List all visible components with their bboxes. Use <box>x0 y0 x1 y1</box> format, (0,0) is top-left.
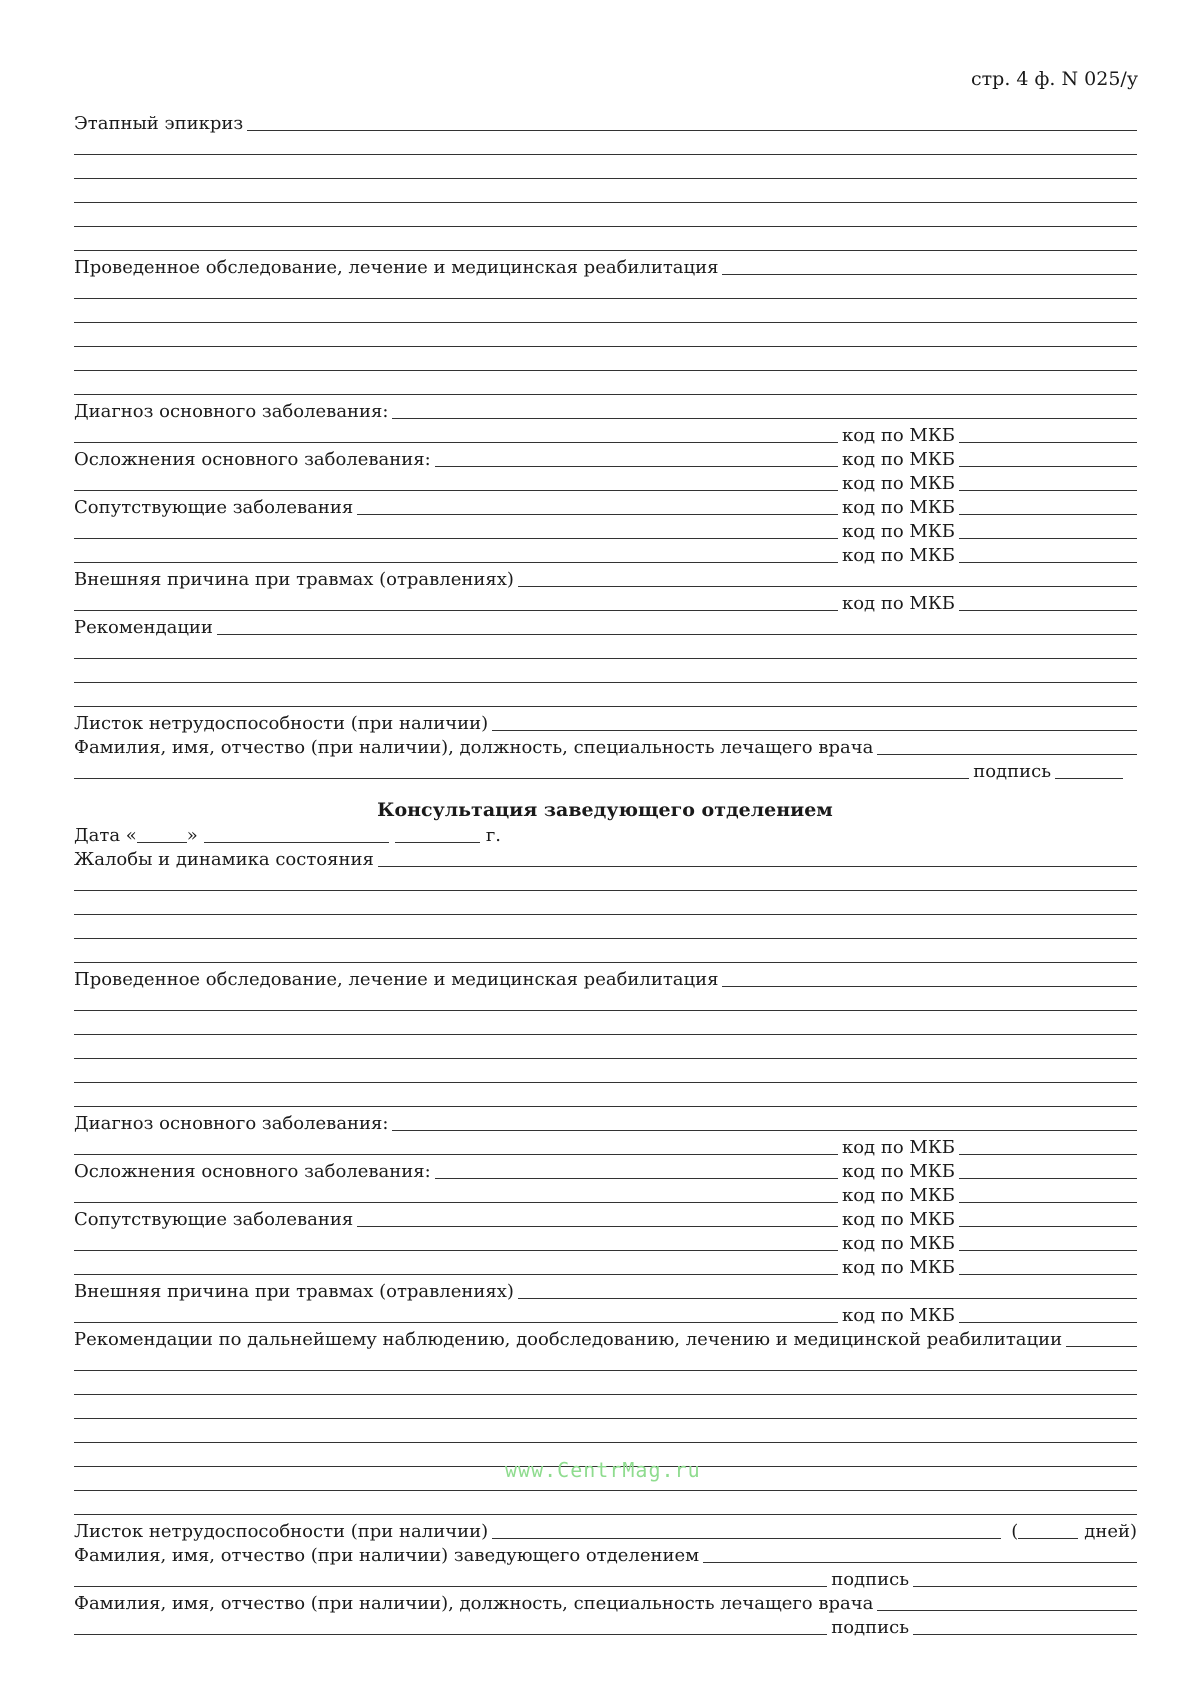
icd-code-label: код по МКБ <box>841 521 955 542</box>
blank-line[interactable] <box>74 1086 1137 1110</box>
icd-code-line[interactable] <box>74 1230 1137 1254</box>
complications-label: Осложнения основного заболевания: <box>74 1161 431 1182</box>
sick-leave-label: Листок нетрудоспособности (при наличии) <box>74 713 489 734</box>
icd-code-label: код по МКБ <box>841 473 955 494</box>
icd-code-label: код по МКБ <box>841 545 955 566</box>
external-cause-line[interactable] <box>74 566 1137 590</box>
icd-code-line[interactable] <box>74 1302 1137 1326</box>
blank-line[interactable] <box>74 1398 1137 1422</box>
recommendations-line[interactable] <box>74 614 1137 638</box>
doctor-name-label: Фамилия, имя, отчество (при наличии), должность, специальность лечащего врача <box>74 1593 874 1614</box>
exam-treatment-line[interactable] <box>74 254 1137 278</box>
form-reference: стр. 4 ф. N 025/у <box>971 68 1138 90</box>
blank-line[interactable] <box>74 894 1137 918</box>
main-diagnosis-label: Диагноз основного заболевания: <box>74 1113 389 1134</box>
blank-line[interactable] <box>74 1038 1137 1062</box>
blank-line[interactable] <box>74 326 1137 350</box>
blank-line[interactable] <box>74 1374 1137 1398</box>
comorbid-label: Сопутствующие заболевания <box>74 497 354 518</box>
blank-line[interactable] <box>74 1350 1137 1374</box>
signature-label: подпись <box>973 761 1051 782</box>
comorbid-label: Сопутствующие заболевания <box>74 1209 354 1230</box>
icd-code-label: код по МКБ <box>841 497 955 518</box>
blank-line[interactable] <box>74 870 1137 894</box>
date-mid: » <box>186 825 198 846</box>
signature-label: подпись <box>831 1617 909 1638</box>
blank-line[interactable] <box>74 1062 1137 1086</box>
blank-line[interactable] <box>74 662 1137 686</box>
blank-line[interactable] <box>74 134 1137 158</box>
head-name-label: Фамилия, имя, отчество (при наличии) заведующего отделением <box>74 1545 700 1566</box>
icd-code-label: код по МКБ <box>841 1161 955 1182</box>
complications-line[interactable] <box>74 446 1137 470</box>
comorbid-line[interactable] <box>74 1206 1137 1230</box>
signature-line[interactable] <box>74 1614 1137 1638</box>
icd-code-label: код по МКБ <box>841 449 955 470</box>
icd-code-label: код по МКБ <box>841 1185 955 1206</box>
blank-line[interactable] <box>74 302 1137 326</box>
blank-line[interactable] <box>74 230 1137 254</box>
sick-leave-line[interactable] <box>74 710 1137 734</box>
recommendations-label: Рекомендации по дальнейшему наблюдению, дообследованию, лечению и медицинской реабилитации <box>74 1329 1063 1350</box>
signature-label: подпись <box>831 1569 909 1590</box>
icd-code-line[interactable] <box>74 1254 1137 1278</box>
blank-line[interactable] <box>74 350 1137 374</box>
icd-code-line[interactable] <box>74 1182 1137 1206</box>
stage-epicrisis-label: Этапный эпикриз <box>74 113 244 134</box>
sick-leave-line[interactable] <box>74 1518 1137 1542</box>
blank-line[interactable] <box>74 1422 1137 1446</box>
days-open: ( <box>1011 1521 1019 1542</box>
main-diagnosis-line[interactable] <box>74 398 1137 422</box>
sick-leave-label: Листок нетрудоспособности (при наличии) <box>74 1521 489 1542</box>
blank-line[interactable] <box>74 1014 1137 1038</box>
head-name-line[interactable] <box>74 1542 1137 1566</box>
main-diagnosis-label: Диагноз основного заболевания: <box>74 401 389 422</box>
icd-code-label: код по МКБ <box>841 593 955 614</box>
complications-label: Осложнения основного заболевания: <box>74 449 431 470</box>
blank-line[interactable] <box>74 206 1137 230</box>
comorbid-line[interactable] <box>74 494 1137 518</box>
blank-line[interactable] <box>74 278 1137 302</box>
icd-code-label: код по МКБ <box>841 1233 955 1254</box>
icd-code-line[interactable] <box>74 590 1137 614</box>
icd-code-line[interactable] <box>74 470 1137 494</box>
blank-line[interactable] <box>74 918 1137 942</box>
exam-treatment-line[interactable] <box>74 966 1137 990</box>
recommendations-label: Рекомендации <box>74 617 213 638</box>
blank-line[interactable] <box>74 182 1137 206</box>
icd-code-line[interactable] <box>74 542 1137 566</box>
watermark: www.CentrMag.ru <box>505 1458 701 1482</box>
stage-epicrisis-line[interactable] <box>74 110 1137 134</box>
exam-treatment-label: Проведенное обследование, лечение и медицинская реабилитация <box>74 969 719 990</box>
blank-line[interactable] <box>74 638 1137 662</box>
complications-line[interactable] <box>74 1158 1137 1182</box>
complaints-label: Жалобы и динамика состояния <box>74 849 374 870</box>
external-cause-label: Внешняя причина при травмах (отравлениях) <box>74 569 514 590</box>
section-title: Консультация заведующего отделением <box>377 799 833 821</box>
icd-code-label: код по МКБ <box>841 1209 955 1230</box>
signature-line[interactable] <box>74 758 1137 782</box>
doctor-name-line[interactable] <box>74 1590 1137 1614</box>
icd-code-label: код по МКБ <box>841 425 955 446</box>
icd-code-line[interactable] <box>74 1134 1137 1158</box>
date-prefix: Дата « <box>74 825 137 846</box>
days-label: дней) <box>1084 1521 1137 1542</box>
external-cause-label: Внешняя причина при травмах (отравлениях) <box>74 1281 514 1302</box>
recommendations-line[interactable] <box>74 1326 1137 1350</box>
icd-code-label: код по МКБ <box>841 1305 955 1326</box>
icd-code-label: код по МКБ <box>841 1257 955 1278</box>
exam-treatment-label: Проведенное обследование, лечение и медицинская реабилитация <box>74 257 719 278</box>
icd-code-label: код по МКБ <box>841 1137 955 1158</box>
blank-line[interactable] <box>74 686 1137 710</box>
complaints-line[interactable] <box>74 846 1137 870</box>
signature-line[interactable] <box>74 1566 1137 1590</box>
icd-code-line[interactable] <box>74 518 1137 542</box>
doctor-name-line[interactable] <box>74 734 1137 758</box>
blank-line[interactable] <box>74 942 1137 966</box>
blank-line[interactable] <box>74 990 1137 1014</box>
blank-line[interactable] <box>74 374 1137 398</box>
external-cause-line[interactable] <box>74 1278 1137 1302</box>
blank-line[interactable] <box>74 158 1137 182</box>
blank-line[interactable] <box>74 1494 1137 1518</box>
date-suffix: г. <box>485 825 501 846</box>
icd-code-line[interactable] <box>74 422 1137 446</box>
date-line[interactable] <box>74 822 1137 846</box>
doctor-name-label: Фамилия, имя, отчество (при наличии), должность, специальность лечащего врача <box>74 737 874 758</box>
main-diagnosis-line[interactable] <box>74 1110 1137 1134</box>
